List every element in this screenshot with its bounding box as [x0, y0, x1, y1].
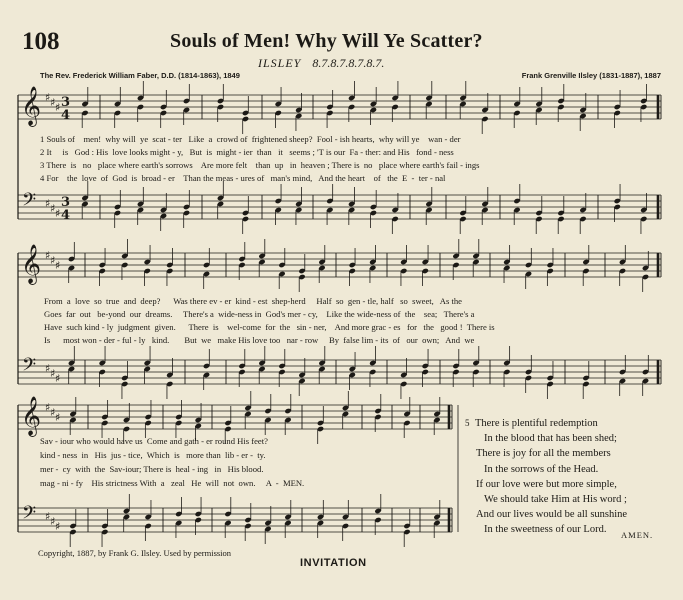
sharp-sign: ♯: [45, 401, 51, 414]
bass-clef: 𝄢: [22, 190, 37, 215]
system-3-verse-1: Sav - iour who would have us Come and gath - er round His feet?: [40, 436, 268, 446]
stanza-line: In the sorrows of the Head.: [484, 463, 599, 475]
system-2-verse-2: Goes far out be-yond our dreams. There's a wide-ness in God's mer - cy, Like the wide-ness of the sea; There's a: [44, 309, 475, 319]
stanza-line: In the sweetness of our Lord.: [484, 524, 607, 536]
stanza-line: And our lives would be all sunshine: [476, 509, 628, 521]
system-2-verse-3: Have such kind - ly judgment given. There is wel-come for the sin - ner, And more grac - es for the good ! There is: [44, 322, 495, 332]
system-1-verse-1: 1 Souls of men! why will ye scat - ter Like a crowd of frightened sheep? Fool - ish hearts, why will ye wan - der: [40, 134, 461, 144]
time-signature: 3: [61, 95, 71, 110]
system-2-verse-1: From a love so true and deep? Was there ev - er kind - est shep-herd Half so gen - tle, half so sweet, As the: [44, 296, 462, 306]
next-hymn-title: INVITATION: [300, 557, 367, 569]
sharp-sign: ♯: [50, 515, 56, 528]
hymn-number: 108: [22, 28, 60, 55]
system-3-verse-3: mer - cy with the Sav-iour; There is heal - ing in His blood.: [40, 464, 264, 474]
system-2-verse-4: Is most won - der - ful - ly kind. But we make His love too nar - row By false lim - its of our own; And we: [44, 335, 475, 345]
treble-clef: 𝄞: [21, 86, 42, 126]
bass-clef: 𝄢: [22, 355, 37, 380]
sharp-sign: ♯: [55, 372, 61, 385]
sharp-sign: ♯: [45, 249, 51, 262]
time-signature: 3: [61, 195, 71, 210]
stanza-line: In the blood that has been shed;: [484, 433, 617, 445]
time-signature: 4: [61, 208, 71, 223]
sharp-sign: ♯: [55, 411, 61, 424]
stanza-line: If our love were but more simple,: [476, 478, 617, 490]
sharp-sign: ♯: [50, 202, 56, 215]
hymn-title: Souls of Men! Why Will Ye Scatter?: [170, 30, 483, 52]
sharp-sign: ♯: [45, 91, 51, 104]
stanza-line: There is joy for all the members: [476, 448, 611, 460]
tune-name: ILSLEY: [258, 56, 302, 70]
sharp-sign: ♯: [45, 510, 51, 523]
sharp-sign: ♯: [50, 254, 56, 267]
sharp-sign: ♯: [50, 367, 56, 380]
copyright-notice: Copyright, 1887, by Frank G. Ilsley. Used by permission: [38, 548, 232, 558]
sharp-sign: ♯: [55, 259, 61, 272]
system-1-verse-3: 3 There is no place where earth's sorrows Are more felt than up in heaven ; There is no place where earth's fail - ings: [40, 160, 480, 170]
sharp-sign: ♯: [50, 96, 56, 109]
system-1-verse-4: 4 For the love of God is broad - er Than the meas - ures of man's mind, And the heart of the E - ter - nal: [40, 173, 446, 183]
stanza-5: [466, 416, 627, 538]
system-3-verse-2: kind - ness in His jus - tice, Which is more than lib - er - ty.: [40, 450, 266, 460]
stanza-line: We should take Him at His word ;: [484, 494, 627, 506]
bass-clef: 𝄢: [22, 503, 37, 528]
sharp-sign: ♯: [45, 362, 51, 375]
composer-credit: Frank Grenville Ilsley (1831-1887), 1887: [521, 71, 661, 80]
stanza-line: 5 There is plentiful redemption: [466, 416, 627, 431]
author-credit: The Rev. Frederick William Faber, D.D. (1814-1863), 1849: [40, 71, 240, 80]
meter: 8.7.8.7.8.7.8.7.: [312, 56, 385, 70]
sharp-sign: ♯: [45, 197, 51, 210]
sharp-sign: ♯: [55, 207, 61, 220]
stanza-number: 5: [465, 418, 470, 428]
sharp-sign: ♯: [50, 406, 56, 419]
sharp-sign: ♯: [55, 101, 61, 114]
time-signature: 4: [61, 108, 71, 123]
stanza-amen: AMEN.: [621, 530, 654, 540]
treble-clef: 𝄞: [21, 244, 42, 284]
system-1-verse-2: 2 It is God : His love looks might - y, But is might - ier than it seems ; 'T is our Fa - ther: and His fond - ness: [40, 147, 454, 157]
sharp-sign: ♯: [55, 520, 61, 533]
system-3-verse-4: mag - ni - fy His strictness With a zeal He will not own. A - MEN.: [40, 478, 305, 488]
treble-clef: 𝄞: [21, 396, 42, 436]
